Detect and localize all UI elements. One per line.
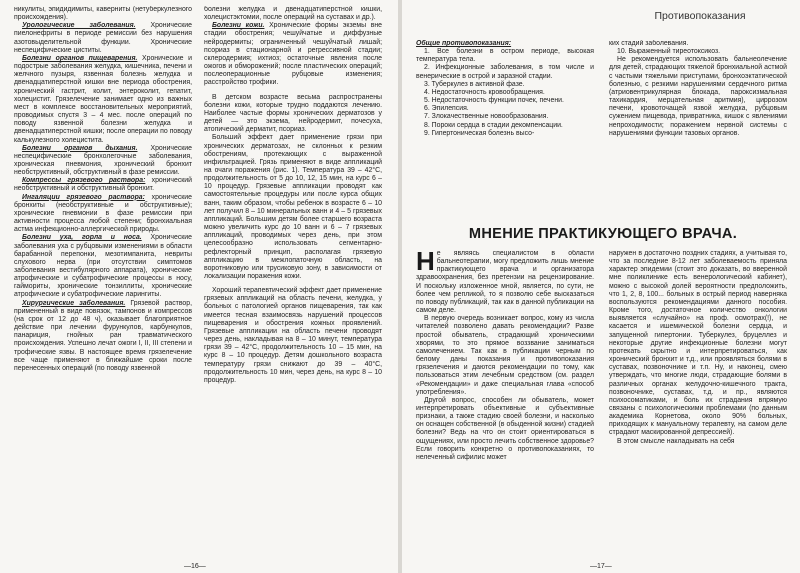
paragraph (609, 250, 787, 438)
paragraph (204, 22, 382, 87)
paragraph (416, 250, 594, 315)
page-number-left: —16— (184, 563, 206, 570)
paragraph-text: Больший эффект дает применение грязи при хронических дерматозах, не склонных к резким обострениям, протекающих с выраженной инфильтрацией. Грязь применяют в виде аппликаций на очаги поражения (рис. 1). Температура 39 – 42°С, продолжительность от 5 до 10, 12, 15 мин, на курс 6 – 10 процедур. Грязевые аппликации проводят как самостоятельные процедуры или после курса общих ванн, таким образом, чтобы ребенок в возрасте 6 – 10 лет получил 8 – 10 минеральных ванн и 4 – 5 грязевых аппликаций. Большим детям более старшего возраста можно увеличить курс до 10 ванн и 6 – 7 грязевых аппликаций, проводимых через день, при этом целесообразно использовать сегментарно-рефлекторный принцип, располагая грязевую аппликацию в межлопаточную область, на воротниковую или трусиковую зону, в зависимости от локализации поражения кожи. (204, 134, 382, 280)
paragraph-text: хронические бронхиты (необструктивные и обструктивные); хронические пневмонии в фазе ремиссии при активности процесса любой степени; бронхиальная астма инфекционно-аллергической природы. (14, 193, 192, 234)
paragraph-text: болезни желудка и двенадцатиперстной кишки, холецистэктомии, после операций на суставах и др.). (204, 6, 382, 22)
list-item: 9. Гипертоническая болезнь высо- (424, 129, 535, 137)
paragraph (14, 55, 192, 145)
paragraph-heading: Болезни органов пищеварения. (22, 54, 138, 62)
paragraph-text: Хронические и подострые заболевания желудка, кишечника, печени и желчного пузыря, язвенная болезнь желудка и двенадцатиперстной кишки вне периода обострения, хронический гастрит, колит, энтероколит, гепатит, холецистит. Грязелечение занимает одно из важных мест в комплексе восстановительных мероприятий, проводимых спустя 3 – 4 мес. после операций по поводу язвенной болезни желудка и двенадцатиперстной кишки; после операции по поводу калькулезного холецистита. (14, 54, 192, 144)
paragraph (14, 22, 192, 55)
paragraph-text: В этом смысле накладывать на себя (617, 437, 735, 445)
left-page-column-1 (14, 6, 192, 373)
page-number-right: —17— (590, 563, 612, 570)
paragraph (14, 145, 192, 178)
paragraph (14, 300, 192, 373)
paragraph (14, 234, 192, 299)
list-item: 4. Недостаточность кровообращения. (424, 88, 545, 96)
paragraph-text: 10. Выраженный тиреотоксикоз. (617, 48, 721, 56)
list-item: 1. Все болезни в остром периоде, высокая температура тела. (416, 48, 594, 64)
paragraph-text: Хронические заболевания уха с рубцовыми изменениями в области барабанной перепонки, мезотимпанита, невриты слухового нерва (при отсутствии симптомов заболевания вестибулярного аппарата), хронические атрофические и субатрофические процессы в носу, гаймориты, хронические тонзиллиты, хронические атрофические и субатрофические ларингиты. (14, 234, 192, 299)
paragraph-heading: Хирургические заболевания. (22, 299, 126, 307)
paragraph-text: В детском возрасте весьма распространены болезни кожи, которые трудно поддаются лечению. Наиболее частые формы хронических дерматозов у детей — это экзема, нейродермит, почесуха, атопический дерматит, псориаз. (204, 93, 382, 134)
contraindications-heading: Общие противопоказания: (416, 40, 512, 47)
paragraph-heading: Болезни органов дыхания. (22, 144, 138, 152)
contraindications-column (416, 40, 594, 220)
paragraph-text: Хронические формы экземы вне стадии обострения; чешуйчатые и диффузные нейродермиты; ограниченный чешуйчатый лишай; псориаз в стационарной и регрессивной стадии; склеродермия; ихтиоз; остаточные явления после ожогов и обморожений; после пластических операций; послеоперационные рубцовые изменения; расстройство трофики. (204, 22, 382, 87)
drop-cap: Н (416, 250, 435, 276)
paragraph (204, 134, 382, 281)
paragraph-text: наружен в достаточно поздних стадиях, а учитывая то, что за последние 8-12 лет заболеваемость приняла характер эпидемии (стоит это доказать, во вверенной мне поликлинике есть венерологический кабинет), можно с высокой долей вероятности предположить, что 1, 2, 8, 100... больных в острый период наверняка воспользуются рекомендациями данного пособия. Кроме того, достаточное количество онкологии выявляется «случайно» на проф. осмотрах(!), не касается и ишемической болезни сердца, и запущенной гипертонии. Туберкулез, бруцеллез и некоторые другие инфекционные болезни могут протекать скрытно и интерпретироваться, как хронический бронхит и т.д., или проявляться болями в суставах, позвоночнике и т.п. Ну, и наконец, смею утверждать, что многие люди, страдающие болями в различных органах желудочно-кишечного тракта, позвоночнике, суставах, т.д. и пр., являются психосоматиками, и боль их страдания впрямую связаны с психологическими проблемами (по данным академика Корнетова, около 90% больных, приходящих к мануальному терапевту, на самом деле страдают маскированной депрессией). (609, 250, 787, 437)
paragraph (204, 94, 382, 135)
right-page (402, 0, 800, 573)
paragraph-text: Грязевой раствор, примененный в виде повязок, тампонов и компрессов (на срок от 12 до 48 ч), оказывает благоприятное действие при лечении фурункулов, карбункулов, панариция, гнойных ран травматического происхождения. Успешно лечат ожоги I, II, III степени и трофические язвы. В настоящее время грязелечение все чаще применяют в ближайшие сроки после перенесенных операций (по поводу язвенной (14, 299, 192, 372)
paragraph-text: е являясь специалистом в области бальнеотерапии, могу предложить лишь мнение практикующего врача и организатора здравоохранения, без претензии на рецензирование. И поскольку изложенное мной, является, по сути, не более чем репликой, то я позволю себе высказаться по поводу публикаций, так как в данной публикации на самом деле. (416, 250, 594, 315)
article-column-2 (609, 250, 787, 550)
article-column-1 (416, 250, 594, 550)
list-item: 8. Пороки сердца в стадии декомпенсации. (424, 121, 563, 129)
paragraph (416, 315, 594, 397)
paragraph (609, 40, 787, 48)
contraindications-list (416, 48, 594, 138)
paragraph (416, 397, 594, 462)
paragraph (14, 6, 192, 22)
paragraph-heading: Ингаляции грязевого раствора: (22, 193, 145, 201)
paragraph-text: Хронические пиелонефриты в периоде ремиссии без нарушения азотовыделительной функции. Хронические неспецифические циститы. (14, 22, 192, 54)
list-item: 7. Злокачественные новообразования. (424, 113, 549, 121)
paragraph (204, 287, 382, 385)
paragraph-text: Хронические неспецифические бронхолегочные заболевания, хроническая пневмония, хронический бронхит необструктивный, обструктивный в фазе ремиссии. (14, 144, 192, 177)
list-item: 3. Туберкулез в активной фазе. (424, 80, 525, 88)
paragraph (14, 177, 192, 193)
paragraph (609, 438, 787, 446)
list-item: 5. Недостаточность функции почек, печени. (424, 97, 564, 105)
list-item: 6. Эпилепсия. (424, 105, 469, 113)
paragraph (609, 56, 787, 138)
paragraph-heading: Компрессы грязевого раствора: (22, 177, 146, 185)
left-page-column-2 (204, 6, 382, 385)
article-heading: МНЕНИЕ ПРАКТИКУЮЩЕГО ВРАЧА. (468, 226, 738, 242)
paragraph-text: никулиты, эпидидимиты, каверниты (нетуберкулезного происхождения). (14, 6, 192, 22)
paragraph-text: Другой вопрос, способен ли обыватель, может интерпретировать объективные и субъективные признаки, а также стадию своей болезни, и насколько он оснащен собственной (в обыденной жизни) стадией болезни? Ведь на что он стоит ориентироваться в ощущениях, или просто лечить собственное здоровье? Если говорить конкретно о противопоказаниях, то нелеченный сифилис может (416, 396, 594, 461)
paragraph-text: Не рекомендуется использовать бальнеолечение для детей, страдающих тяжелой бронхиальной астмой с частыми тяжелыми приступами, бронхоэктатической болезнью, с резкими нарушениями сердечного ритма (атриовентрикулярная блокада, пароксизмальная тахикардия, мерцательная аритмия), циррозом печени, кровоточащей язвой желудка, рубцовым сужением пищевода, привратника, кишок с явлениями непроходимости; поражением нервной системы с нарушениями функции тазовых органов. (609, 56, 787, 137)
paragraph-text: хронический необструктивный и обструктивный бронхит. (14, 177, 192, 193)
section-title: Противопоказания (654, 10, 746, 22)
paragraph-text: В первую очередь возникает вопрос, кому из числа читателей позволено давать рекомендации? Разве простой обыватель, страдающий хроническими хворями, то это прямое воззвание заниматься самолечением. Так как в публикации черным по белому даны показания и противопоказания грязелечения и даются рекомендации по тому, как пользоваться этим лечебным средством (см. раздел «Рекомендации» и даже специальная глава «способ употребления». (416, 315, 594, 396)
paragraph (14, 194, 192, 235)
paragraph-text: Хороший терапевтический эффект дает применение грязевых аппликаций на область печени, желудка, у больных с патологией органов пищеварения, так как имеется тесная взаимосвязь нарушений процессов пищеварения и обострения кожных проявлений. Грязевые аппликации на область печени проводят через день, накладывая на 8 – 10 минут, температура грязи 39 – 42°С, продолжительность 10 – 15 мин, на курс 8 – 10 процедур. Детям дошкольного возраста температуру грязи снижают до 39 – 40°С, продолжительность 10 мин, через день, на курс 8 – 10 процедур. (204, 287, 382, 384)
paragraph-heading: Болезни уха, горла и носа. (22, 234, 142, 242)
paragraph-text: ких стадий заболевания. (609, 40, 689, 47)
left-page (0, 0, 398, 573)
right-page-column-2-top (609, 40, 787, 220)
paragraph-heading: Урологические заболевания. (22, 22, 136, 30)
paragraph (204, 6, 382, 22)
list-item: 2. Инфекционные заболевания, в том числе и венерические в острой и заразной стадии. (416, 64, 594, 80)
paragraph-heading: Болезни кожи. (212, 22, 265, 30)
